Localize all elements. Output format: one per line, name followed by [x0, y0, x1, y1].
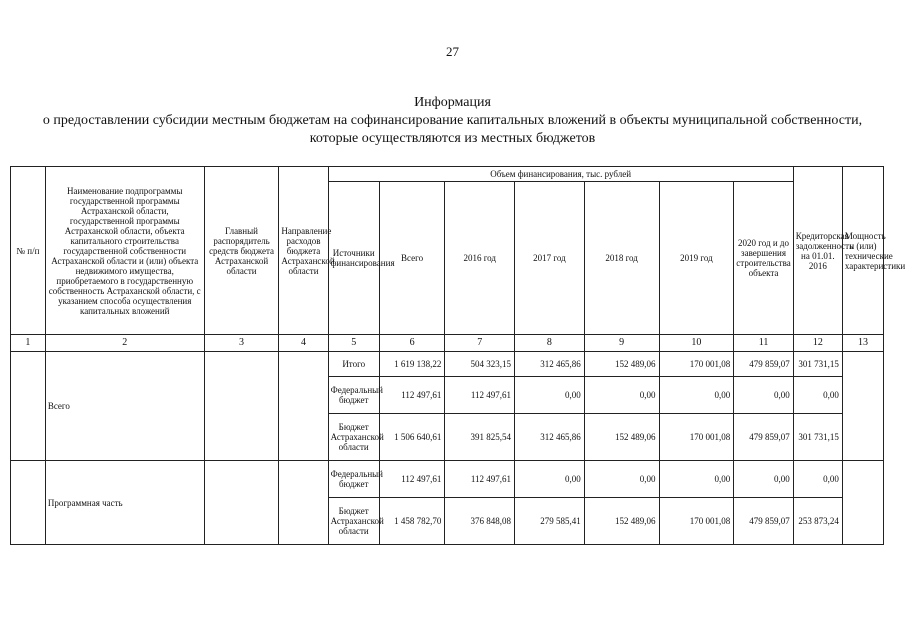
y2017-cell: 0,00 — [515, 461, 585, 498]
y2018-cell: 152 489,06 — [584, 414, 659, 461]
total-cell: 112 497,61 — [379, 461, 445, 498]
debt-cell: 0,00 — [793, 461, 842, 498]
header-funding-group: Объем финансирования, тыс. рублей — [328, 167, 793, 182]
header-manager: Главный распорядитель средств бюджета Астраханской области — [204, 167, 279, 335]
col-index: 9 — [584, 335, 659, 352]
header-2020: 2020 год и до завершения строительства объекта — [734, 182, 793, 335]
source-cell: Бюджет Астраханской области — [328, 414, 379, 461]
total-cell: 1 619 138,22 — [379, 352, 445, 377]
y2017-cell: 312 465,86 — [515, 414, 585, 461]
col-index: 11 — [734, 335, 793, 352]
y2016-cell: 391 825,54 — [445, 414, 515, 461]
debt-cell: 301 731,15 — [793, 352, 842, 377]
header-2018: 2018 год — [584, 182, 659, 335]
y2019-cell: 170 001,08 — [659, 414, 734, 461]
debt-cell: 0,00 — [793, 377, 842, 414]
header-num: № п/п — [11, 167, 46, 335]
y2016-cell: 504 323,15 — [445, 352, 515, 377]
direction-cell — [279, 461, 328, 545]
y2018-cell: 0,00 — [584, 461, 659, 498]
col-index: 10 — [659, 335, 734, 352]
debt-cell: 253 873,24 — [793, 498, 842, 545]
y2020-cell: 0,00 — [734, 461, 793, 498]
col-index: 8 — [515, 335, 585, 352]
y2016-cell: 376 848,08 — [445, 498, 515, 545]
y2017-cell: 312 465,86 — [515, 352, 585, 377]
source-cell: Итого — [328, 352, 379, 377]
financing-table — [10, 166, 905, 545]
y2019-cell: 0,00 — [659, 377, 734, 414]
y2019-cell: 170 001,08 — [659, 498, 734, 545]
total-cell: 112 497,61 — [379, 377, 445, 414]
manager-cell — [204, 352, 279, 461]
col-index: 12 — [793, 335, 842, 352]
title-line-1: Информация — [414, 95, 491, 110]
source-cell: Федеральный бюджет — [328, 461, 379, 498]
col-index: 3 — [204, 335, 279, 352]
y2018-cell: 152 489,06 — [584, 498, 659, 545]
header-2019: 2019 год — [659, 182, 734, 335]
y2017-cell: 279 585,41 — [515, 498, 585, 545]
header-capacity: Мощность и (или) технические характеристики — [842, 167, 883, 335]
debt-cell: 301 731,15 — [793, 414, 842, 461]
source-cell: Бюджет Астраханской области — [328, 498, 379, 545]
group-label-total: Всего — [45, 352, 204, 461]
y2020-cell: 479 859,07 — [734, 414, 793, 461]
header-2016: 2016 год — [445, 182, 515, 335]
capacity-cell — [842, 461, 883, 545]
y2019-cell: 170 001,08 — [659, 352, 734, 377]
y2016-cell: 112 497,61 — [445, 377, 515, 414]
header-debt: Кредиторская задолженность на 01.01. 2016 — [793, 167, 842, 335]
y2017-cell: 0,00 — [515, 377, 585, 414]
document-title — [0, 94, 905, 148]
title-line-2: о предоставлении субсидии местным бюджетам на софинансирование капитальных вложений в объекты муниципальной собственности, которые осуществляются из местных бюджетов — [42, 113, 863, 146]
col-index: 13 — [842, 335, 883, 352]
y2019-cell: 0,00 — [659, 461, 734, 498]
col-index: 5 — [328, 335, 379, 352]
header-name: Наименование подпрограммы государственной программы Астраханской области, государственной программы Астраханской области, объекта капитального строительства государственной собственности Астраханской области и (или) объекта недвижимого имущества, приобретаемого в государственную собственность Астраханской области, с указанием способа осуществления капитальных вложений — [45, 167, 204, 335]
page-number: 27 — [446, 44, 459, 59]
table-row — [11, 461, 884, 498]
capacity-cell — [842, 352, 883, 461]
col-index: 2 — [45, 335, 204, 352]
header-2017: 2017 год — [515, 182, 585, 335]
table-row — [11, 352, 884, 377]
row-num — [11, 461, 46, 545]
y2018-cell: 0,00 — [584, 377, 659, 414]
header-direction: Направление расходов бюджета Астраханской области — [279, 167, 328, 335]
col-index: 7 — [445, 335, 515, 352]
manager-cell — [204, 461, 279, 545]
group-label-program: Программная часть — [45, 461, 204, 545]
source-cell: Федеральный бюджет — [328, 377, 379, 414]
y2018-cell: 152 489,06 — [584, 352, 659, 377]
y2016-cell: 112 497,61 — [445, 461, 515, 498]
col-index: 6 — [379, 335, 445, 352]
column-index-row — [11, 335, 884, 352]
y2020-cell: 479 859,07 — [734, 498, 793, 545]
direction-cell — [279, 352, 328, 461]
header-source: Источники финансирования — [328, 182, 379, 335]
col-index: 1 — [11, 335, 46, 352]
header-group-row — [11, 167, 884, 182]
y2020-cell: 479 859,07 — [734, 352, 793, 377]
col-index: 4 — [279, 335, 328, 352]
total-cell: 1 506 640,61 — [379, 414, 445, 461]
row-num — [11, 352, 46, 461]
total-cell: 1 458 782,70 — [379, 498, 445, 545]
y2020-cell: 0,00 — [734, 377, 793, 414]
header-total: Всего — [379, 182, 445, 335]
